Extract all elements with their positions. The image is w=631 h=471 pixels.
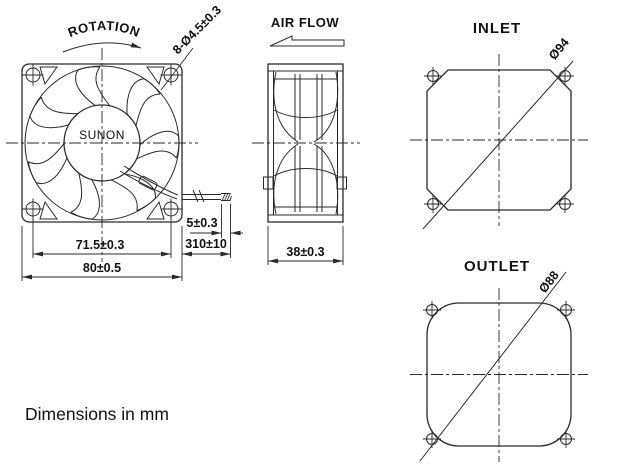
mounting-holes-dim: 8-Ø4.5±0.3	[169, 2, 225, 58]
hole-pitch-text: 71.5±0.3	[75, 238, 125, 252]
outlet-title: OUTLET	[464, 258, 530, 275]
outlet-view	[410, 258, 588, 462]
strip-length-text: 5±0.3	[186, 216, 218, 230]
dimensions-note: Dimensions in mm	[25, 404, 169, 424]
rotation-label-text: ROTATION	[65, 17, 143, 41]
frame-width-text: 80±0.5	[82, 261, 122, 275]
dim-depth	[268, 226, 343, 265]
lead-wire	[120, 166, 232, 202]
air-flow-label: AIR FLOW	[270, 15, 340, 30]
side-view	[252, 15, 360, 265]
depth-text: 38±0.3	[286, 245, 325, 259]
inlet-diagonal	[423, 61, 573, 229]
side-tab-right	[337, 177, 347, 189]
brand-text: SUNON	[79, 128, 125, 142]
dim-lead-length	[182, 237, 231, 254]
inlet-view	[410, 20, 588, 229]
inlet-diameter-text: Ø94	[546, 35, 572, 63]
outlet-diameter-text: Ø88	[536, 268, 562, 296]
lead-length-text: 310±10	[185, 237, 227, 251]
air-flow-arrow-icon	[270, 36, 344, 46]
side-blades-top	[274, 72, 338, 142]
rotation-label	[66, 18, 142, 40]
front-view	[6, 3, 243, 281]
inlet-title: INLET	[472, 20, 522, 37]
outlet-diagonal	[420, 272, 566, 461]
wire-tip-hatch	[222, 193, 232, 201]
side-blades-bottom	[274, 144, 338, 214]
